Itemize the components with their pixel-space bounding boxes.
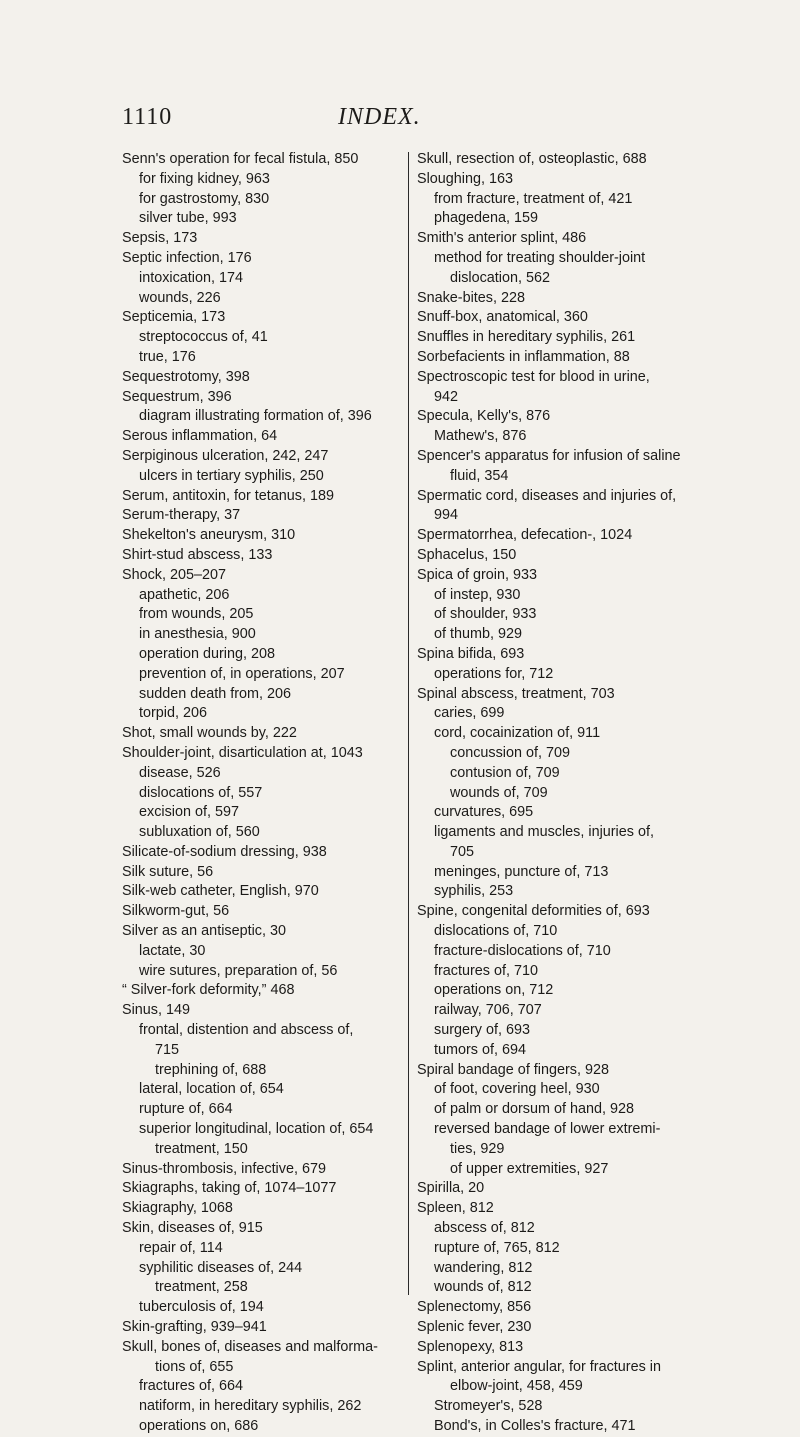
index-entry: 994 [434, 507, 459, 524]
index-entry: for gastrostomy, 830 [139, 190, 270, 207]
index-entry: “ Silver-fork deformity,” 468 [122, 982, 295, 999]
index-entry: of foot, covering heel, 930 [434, 1081, 600, 1098]
index-entry: surgery of, 693 [434, 1022, 530, 1039]
page-header [0, 100, 800, 140]
index-entry: railway, 706, 707 [434, 1002, 542, 1019]
index-entry: Sequestrotomy, 398 [122, 368, 250, 385]
index-entry: Shoulder-joint, disarticulation at, 1043 [122, 744, 363, 761]
index-entry: from wounds, 205 [139, 606, 254, 623]
index-entry: tumors of, 694 [434, 1041, 526, 1058]
index-entry: Bond's, in Colles's fracture, 471 [434, 1418, 636, 1434]
index-entry: Spleen, 812 [417, 1200, 494, 1217]
index-column-right [417, 150, 691, 1437]
index-entry: phagedena, 159 [434, 210, 539, 227]
index-entry: Skull, resection of, osteoplastic, 688 [417, 151, 647, 167]
index-entry: of instep, 930 [434, 586, 521, 603]
index-entry: operations on, 712 [434, 982, 554, 999]
index-entry: of palm or dorsum of hand, 928 [434, 1101, 634, 1118]
index-entry: Senn's operation for fecal fistula, 850 [122, 151, 359, 167]
index-entry: wounds, 226 [139, 289, 221, 306]
index-entry: rupture of, 765, 812 [434, 1239, 560, 1256]
index-entry: contusion of, 709 [450, 764, 560, 781]
index-entry: Silver as an antiseptic, 30 [122, 923, 286, 940]
index-entry: ties, 929 [450, 1140, 505, 1157]
index-entry: Serpiginous ulceration, 242, 247 [122, 447, 329, 464]
index-entry: reversed bandage of lower extremi- [434, 1121, 661, 1138]
index-entry: treatment, 150 [155, 1140, 248, 1157]
index-entry: Septic infection, 176 [122, 249, 252, 266]
index-entry: Snuffles in hereditary syphilis, 261 [417, 329, 636, 346]
index-entry: Spermatorrhea, defecation-, 1024 [417, 527, 633, 544]
index-entry: Splint, anterior angular, for fractures in [417, 1358, 661, 1375]
index-column-left [122, 150, 400, 1437]
index-entry: fluid, 354 [450, 467, 509, 484]
index-entry: diagram illustrating formation of, 396 [139, 408, 372, 425]
index-entry: Splenic fever, 230 [417, 1319, 532, 1336]
index-entry: operations on, 686 [139, 1418, 259, 1434]
index-entry: Specula, Kelly's, 876 [417, 408, 551, 425]
index-entry: Silkworm-gut, 56 [122, 903, 230, 920]
index-entry: natiform, in hereditary syphilis, 262 [139, 1398, 362, 1415]
index-entry: wandering, 812 [434, 1259, 533, 1276]
index-entry: Spermatic cord, diseases and injuries of, [417, 487, 677, 504]
index-entry: of upper extremities, 927 [450, 1160, 609, 1177]
index-entry: wire sutures, preparation of, 56 [139, 962, 338, 979]
index-entry: Sphacelus, 150 [417, 546, 517, 563]
index-entry: Snake-bites, 228 [417, 289, 526, 306]
index-entry: Sinus-thrombosis, infective, 679 [122, 1160, 326, 1177]
index-entry: Spectroscopic test for blood in urine, [417, 368, 650, 385]
index-entry: Smith's anterior splint, 486 [417, 230, 587, 247]
index-entry: syphilitic diseases of, 244 [139, 1259, 303, 1276]
index-entry: dislocation, 562 [450, 269, 551, 286]
index-entry: subluxation of, 560 [139, 824, 260, 841]
index-entry: trephining of, 688 [155, 1061, 267, 1078]
index-entry: Splenectomy, 856 [417, 1299, 532, 1316]
index-entry: Splenopexy, 813 [417, 1338, 524, 1355]
index-entry: Skin-grafting, 939–941 [122, 1319, 267, 1336]
running-title: INDEX. [338, 104, 421, 130]
index-entry: caries, 699 [434, 705, 505, 722]
index-entry: Spirilla, 20 [417, 1180, 485, 1197]
index-entry: cord, cocainization of, 911 [434, 725, 601, 742]
index-entry: operation during, 208 [139, 645, 276, 662]
index-entry: syphilis, 253 [434, 883, 514, 900]
column-divider [408, 152, 409, 1295]
index-entry: Mathew's, 876 [434, 428, 527, 445]
index-entry: Sorbefacients in inflammation, 88 [417, 348, 630, 365]
index-entry: apathetic, 206 [139, 586, 230, 603]
index-entry: Serum-therapy, 37 [122, 507, 241, 524]
index-entry: Skull, bones of, diseases and malforma- [122, 1338, 378, 1355]
index-entry: 942 [434, 388, 459, 405]
index-entry: abscess of, 812 [434, 1220, 535, 1237]
index-entry: for fixing kidney, 963 [139, 170, 270, 187]
index-entry: Sequestrum, 396 [122, 388, 232, 405]
index-entry: Spine, congenital deformities of, 693 [417, 903, 650, 920]
index-entry: of thumb, 929 [434, 626, 523, 643]
index-entry: superior longitudinal, location of, 654 [139, 1121, 374, 1138]
index-entry: Stromeyer's, 528 [434, 1398, 543, 1415]
index-entry: Silk suture, 56 [122, 863, 214, 880]
index-entry: Spina bifida, 693 [417, 645, 525, 662]
index-entry: fractures of, 664 [139, 1378, 243, 1395]
index-entry: wounds of, 812 [434, 1279, 532, 1296]
index-entry: excision of, 597 [139, 804, 239, 821]
index-entry: Spencer's apparatus for infusion of saline [417, 447, 681, 464]
index-entry: Spiral bandage of fingers, 928 [417, 1061, 610, 1078]
index-entry: frontal, distention and abscess of, [139, 1022, 354, 1039]
index-entry: streptococcus of, 41 [139, 329, 268, 346]
index-entry: Silk-web catheter, English, 970 [122, 883, 319, 900]
index-entry: Shekelton's aneurysm, 310 [122, 527, 296, 544]
index-entry: Sinus, 149 [122, 1002, 191, 1019]
index-entry: elbow-joint, 458, 459 [450, 1378, 583, 1395]
index-entry: Skin, diseases of, 915 [122, 1220, 263, 1237]
index-entry: in anesthesia, 900 [139, 626, 256, 643]
index-entry: Shirt-stud abscess, 133 [122, 546, 273, 563]
index-entry: treatment, 258 [155, 1279, 248, 1296]
index-entry: Spica of groin, 933 [417, 566, 538, 583]
index-entry: tions of, 655 [155, 1358, 234, 1375]
index-entry: sudden death from, 206 [139, 685, 292, 702]
index-entry: 715 [155, 1041, 180, 1058]
index-entry: ligaments and muscles, injuries of, [434, 824, 654, 841]
index-entry: Sloughing, 163 [417, 170, 514, 187]
index-entry: Spinal abscess, treatment, 703 [417, 685, 615, 702]
index-entry: concussion of, 709 [450, 744, 571, 761]
index-entry: from fracture, treatment of, 421 [434, 190, 633, 207]
index-entry: Serous inflammation, 64 [122, 428, 278, 445]
index-entry: of shoulder, 933 [434, 606, 537, 623]
index-entry: Shot, small wounds by, 222 [122, 725, 297, 742]
index-entry: disease, 526 [139, 764, 221, 781]
page-number: 1110 [122, 104, 173, 130]
index-entry: silver tube, 993 [139, 210, 237, 227]
index-entry: tuberculosis of, 194 [139, 1299, 264, 1316]
index-entry: Shock, 205–207 [122, 566, 227, 583]
index-entry: true, 176 [139, 348, 196, 365]
index-entry: wounds of, 709 [450, 784, 548, 801]
index-entry: lactate, 30 [139, 942, 206, 959]
index-entry: torpid, 206 [139, 705, 208, 722]
index-entry: repair of, 114 [139, 1239, 223, 1256]
index-entry: intoxication, 174 [139, 269, 244, 286]
index-entry: ulcers in tertiary syphilis, 250 [139, 467, 324, 484]
index-entry: Sepsis, 173 [122, 230, 198, 247]
index-entry: rupture of, 664 [139, 1101, 233, 1118]
index-entry: Serum, antitoxin, for tetanus, 189 [122, 487, 334, 504]
index-entry: dislocations of, 710 [434, 923, 558, 940]
index-entry: Skiagraphs, taking of, 1074–1077 [122, 1180, 337, 1197]
index-entry: Silicate-of-sodium dressing, 938 [122, 843, 327, 860]
index-entry: fractures of, 710 [434, 962, 538, 979]
index-entry: Snuff-box, anatomical, 360 [417, 309, 588, 326]
index-entry: prevention of, in operations, 207 [139, 665, 345, 682]
index-entry: meninges, puncture of, 713 [434, 863, 609, 880]
index-entry: operations for, 712 [434, 665, 554, 682]
index-entry: Septicemia, 173 [122, 309, 226, 326]
index-entry: lateral, location of, 654 [139, 1081, 284, 1098]
index-entry: dislocations of, 557 [139, 784, 263, 801]
index-entry: 705 [450, 843, 475, 860]
index-entry: fracture-dislocations of, 710 [434, 942, 611, 959]
index-entry: method for treating shoulder-joint [434, 249, 646, 266]
index-entry: curvatures, 695 [434, 804, 534, 821]
index-entry: Skiagraphy, 1068 [122, 1200, 233, 1217]
